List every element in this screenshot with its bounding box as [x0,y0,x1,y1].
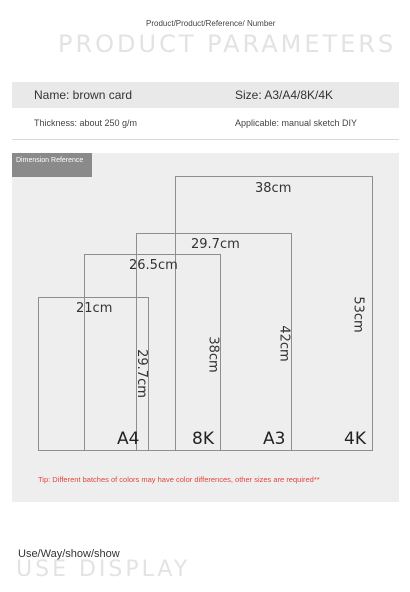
header-title: PRODUCT PARAMETERS [58,30,397,58]
param-row-thickness-applicable [12,108,399,140]
sheet-a3-name: A3 [263,429,286,449]
sheet-a3-width: 29.7cm [191,237,240,252]
sheet-a4-height: 29.7cm [133,349,149,398]
param-thickness: Thickness: about 250 g/m [34,118,138,128]
sheet-4k-width: 38cm [255,181,292,196]
dimension-reference-panel [12,153,399,502]
sheet-8k-height: 38cm [205,336,221,373]
param-size: Size: A3/A4/8K/4K [235,88,334,102]
sheet-a3-height: 42cm [276,325,292,362]
display-subtitle: Use/Way/show/show [18,548,120,560]
sheet-8k-width: 26.5cm [129,258,178,273]
sheet-a4-name: A4 [117,429,140,449]
header-subtitle: Product/Product/Reference/ Number [146,19,276,28]
param-row-name-size [12,82,399,108]
sheet-a4-width: 21cm [76,301,113,316]
tip-text: Tip: Different batches of colors may have color differences, other sizes are required** [38,475,320,484]
param-applicable: Applicable: manual sketch DIY [235,118,358,128]
dimension-badge: Dimension Reference [12,153,92,177]
sheet-a4 [38,297,149,451]
display-title: USE DISPLAY [16,557,191,582]
sheet-4k-height: 53cm [350,296,366,333]
param-name: Name: brown card [34,88,133,102]
sheet-4k-name: 4K [344,429,366,449]
sheet-8k-name: 8K [192,429,214,449]
